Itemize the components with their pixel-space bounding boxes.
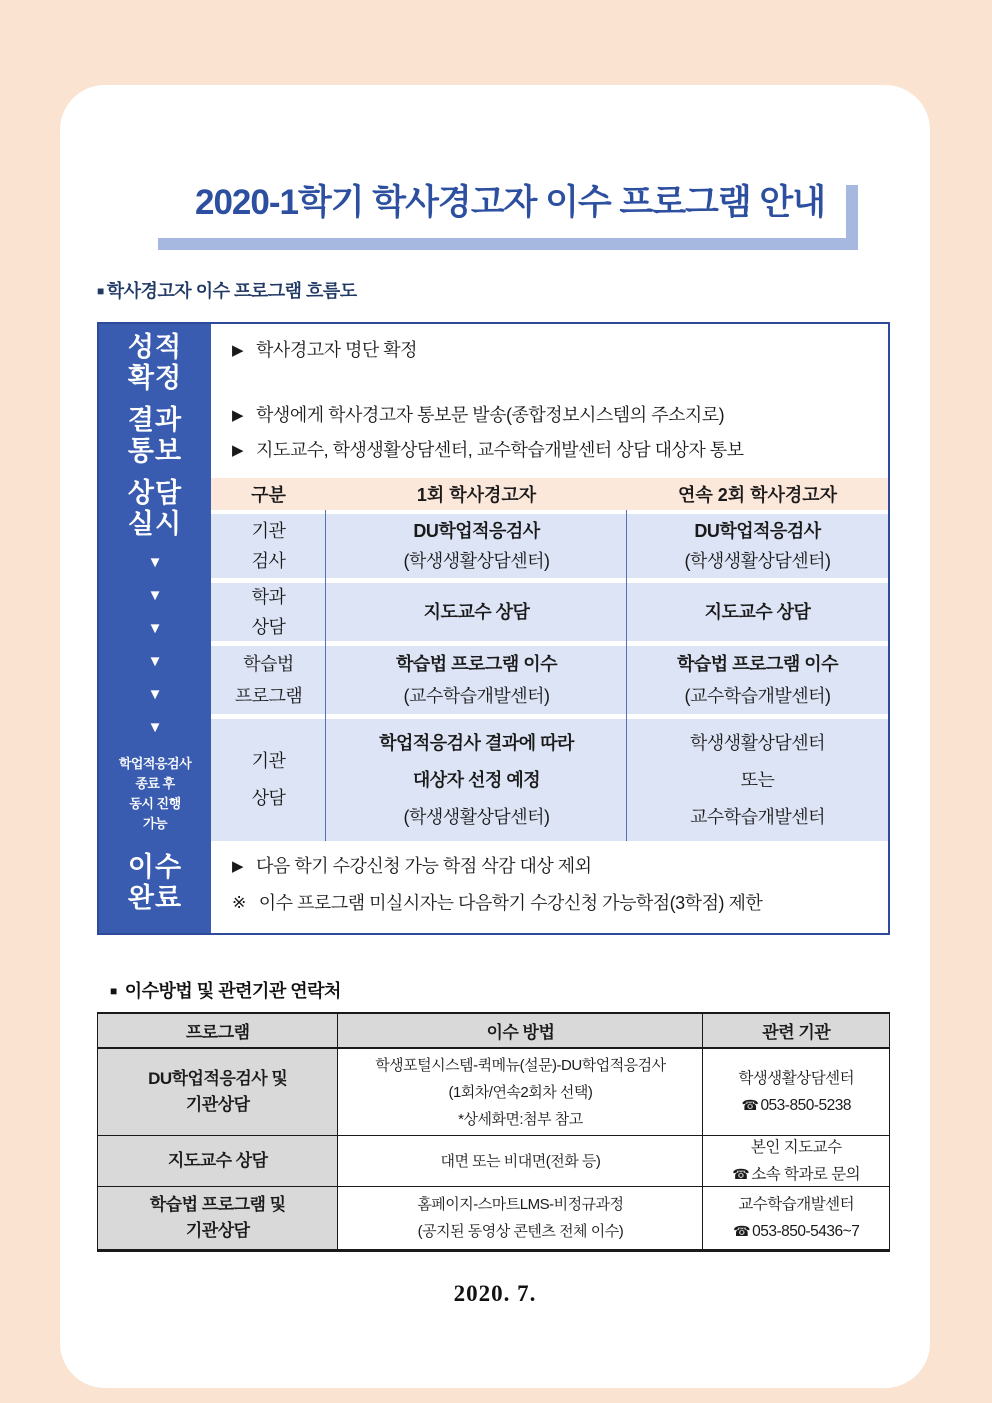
- cell-line: *상세화면:첨부 참고: [458, 1110, 583, 1128]
- program-cell: [98, 1187, 338, 1249]
- cell-line: (1회차/연속2회차 선택): [448, 1083, 593, 1101]
- phone-icon: ☎: [741, 1097, 759, 1113]
- first-warning-cell: [326, 583, 627, 641]
- arrow-bullet-icon: ▶: [232, 442, 244, 459]
- cell-line: 학업적응검사 결과에 따라: [379, 732, 574, 753]
- column-divider: [325, 510, 326, 841]
- counseling-table-header: [211, 478, 888, 510]
- step-text: 학생에게 학사경고자 통보문 발송(종합정보시스템의 주소지로): [256, 405, 725, 425]
- cell-line: 또는: [740, 769, 775, 790]
- arrow-bullet-icon: ▶: [232, 407, 244, 424]
- cell-line: 기관상담: [185, 1095, 250, 1114]
- column-header: 연속 2회 학사경고자: [677, 485, 838, 505]
- cell-line: 학습법 프로그램 이수: [396, 654, 557, 674]
- stage-line: 실시: [127, 509, 183, 539]
- phone-icon: ☎: [733, 1223, 751, 1239]
- cell-line: 지도교수 상담: [423, 602, 530, 622]
- cell-line: 프로그램: [234, 686, 303, 706]
- phone-number: 053-850-5238: [760, 1097, 851, 1114]
- contact-section-heading: [110, 977, 341, 1003]
- content-card: [60, 85, 930, 1388]
- reference-mark-icon: ※: [232, 893, 246, 912]
- down-arrow-icon: ▼: [147, 554, 163, 571]
- title-underline: [158, 238, 858, 250]
- cell-line: [741, 1092, 850, 1119]
- arrow-bullet-icon: ▶: [232, 342, 244, 359]
- cell-line: 검사: [251, 551, 286, 571]
- stage-label-completion: [99, 852, 211, 914]
- first-warning-cell: [326, 646, 627, 714]
- row-label-cell: [211, 583, 326, 641]
- sidebar-note-line: 종료 후: [135, 776, 175, 791]
- table-row: [98, 1049, 889, 1136]
- step-line: [232, 433, 880, 468]
- cell-line: 기관: [251, 521, 286, 541]
- cell-line: (학생생활상담센터): [403, 551, 550, 571]
- stage-line: 확정: [127, 363, 183, 393]
- table-row: [211, 583, 888, 641]
- column-header: 관련 기관: [762, 1023, 831, 1042]
- first-warning-cell: [326, 719, 627, 841]
- flow-table: [97, 322, 890, 935]
- contact-table-header: [98, 1014, 889, 1049]
- table-row: [211, 719, 888, 841]
- row-label-cell: [211, 514, 326, 578]
- phone-number: 053-850-5436~7: [752, 1223, 860, 1240]
- stage-label-grade-confirm: [99, 332, 211, 394]
- cell-line: 지도교수 상담: [167, 1151, 268, 1170]
- program-cell: [98, 1136, 338, 1186]
- square-bullet-icon: ■: [97, 284, 104, 298]
- row-label-cell: [211, 646, 326, 714]
- method-cell: [338, 1049, 703, 1135]
- cell-line: 대상자 선정 예정: [412, 769, 541, 790]
- stage-line: 이수: [127, 852, 183, 882]
- down-arrow-icon: ▼: [147, 686, 163, 703]
- step-text: 지도교수, 학생생활상담센터, 교수학습개발센터 상담 대상자 통보: [256, 440, 744, 460]
- second-warning-cell: [627, 646, 888, 714]
- first-warning-cell: [326, 514, 627, 578]
- cell-line: (학생생활상담센터): [403, 806, 550, 827]
- cell-line: 교수학습개발센터: [738, 1196, 855, 1213]
- completion-line: [232, 848, 880, 885]
- phone-icon: ☎: [732, 1166, 750, 1182]
- sidebar-note-line: 가능: [142, 816, 168, 831]
- cell-line: 학습법: [243, 654, 294, 674]
- step-text: 학사경고자 명단 확정: [256, 340, 418, 360]
- stage-line: 통보: [127, 436, 183, 466]
- cell-line: 상담: [251, 617, 286, 637]
- completion-line: [232, 885, 880, 921]
- cell-line: 대면 또는 비대면(전화 등): [440, 1152, 601, 1170]
- stage-line: 성적: [127, 332, 183, 362]
- column-header: 프로그램: [98, 1014, 338, 1047]
- down-arrow-icon: ▼: [147, 587, 163, 604]
- cell-line: 학생생활상담센터: [689, 732, 826, 753]
- completion-notes: [232, 848, 880, 921]
- table-row: [98, 1136, 889, 1187]
- cell-line: 교수학습개발센터: [689, 806, 826, 827]
- second-warning-cell: [627, 514, 888, 578]
- down-arrow-icon: ▼: [147, 719, 163, 736]
- cell-line: [732, 1161, 860, 1188]
- table-row: [98, 1187, 889, 1249]
- cell-line: (공지된 동영상 콘텐츠 전체 이수): [417, 1223, 624, 1240]
- program-cell: [98, 1049, 338, 1135]
- column-divider: [626, 510, 627, 841]
- stage-line: 상담: [127, 478, 183, 508]
- cell-line: 학습법 프로그램 및: [149, 1195, 286, 1214]
- flow-section-heading: [97, 277, 357, 303]
- contact-section-heading-text: 이수방법 및 관련기관 연락처: [124, 981, 341, 1001]
- flow-arrows: [99, 546, 211, 744]
- footer-date: 2020. 7.: [453, 1281, 537, 1306]
- table-row: [211, 514, 888, 578]
- down-arrow-icon: ▼: [147, 653, 163, 670]
- down-arrow-icon: ▼: [147, 620, 163, 637]
- stage-line: 결과: [127, 405, 183, 435]
- stage-line: 완료: [127, 883, 183, 913]
- method-cell: [338, 1187, 703, 1249]
- completion-text: 다음 학기 수강신청 가능 학점 삭감 대상 제외: [256, 856, 592, 876]
- cell-line: (교수학습개발센터): [684, 686, 831, 706]
- method-cell: [338, 1136, 703, 1186]
- contact-table: [97, 1012, 890, 1252]
- phone-contact: 소속 학과로 문의: [751, 1166, 861, 1183]
- sidebar-note-line: 동시 진행: [129, 796, 181, 811]
- cell-line: [733, 1218, 859, 1245]
- cell-line: 학생생활상담센터: [738, 1070, 855, 1087]
- step-line: [232, 398, 880, 433]
- completion-text: 이수 프로그램 미실시자는 다음학기 수강신청 가능학점(3학점) 제한: [258, 893, 763, 913]
- column-header: 1회 학사경고자: [416, 485, 537, 505]
- cell-line: 기관상담: [185, 1221, 250, 1240]
- column-header: 구분: [251, 485, 286, 505]
- cell-line: 본인 지도교수: [750, 1139, 842, 1156]
- cell-line: (교수학습개발센터): [403, 686, 550, 706]
- second-warning-cell: [627, 719, 888, 841]
- cell-line: 학과: [251, 587, 286, 607]
- cell-line: 지도교수 상담: [704, 602, 811, 622]
- org-cell: [703, 1049, 889, 1135]
- cell-line: (학생생활상담센터): [684, 551, 831, 571]
- arrow-bullet-icon: ▶: [232, 858, 244, 875]
- page-title: 2020-1학기 학사경고자 이수 프로그램 안내: [194, 183, 826, 222]
- table-row: [211, 646, 888, 714]
- second-warning-cell: [627, 583, 888, 641]
- cell-line: DU학업적응검사: [694, 521, 821, 541]
- flow-content: [211, 324, 888, 933]
- cell-line: DU학업적응검사: [413, 521, 540, 541]
- sidebar-note: [99, 754, 211, 834]
- step-result-notice: [232, 398, 880, 468]
- cell-line: 상담: [251, 788, 286, 808]
- org-cell: [703, 1136, 889, 1186]
- cell-line: DU학업적응검사 및: [148, 1069, 288, 1088]
- cell-line: 학생포털시스템-퀵메뉴(설문)-DU학업적응검사: [375, 1056, 666, 1074]
- sidebar-note-line: 학업적응검사: [118, 756, 192, 771]
- cell-line: 홈페이지-스마트LMS-비정규과정: [417, 1196, 624, 1213]
- org-cell: [703, 1187, 889, 1249]
- row-label-cell: [211, 719, 326, 841]
- flow-section-heading-text: 학사경고자 이수 프로그램 흐름도: [106, 281, 357, 301]
- cell-line: 기관: [251, 751, 286, 771]
- cell-line: 학습법 프로그램 이수: [677, 654, 838, 674]
- counseling-table: [211, 478, 888, 846]
- flow-sidebar: [99, 324, 211, 933]
- stage-label-counseling: [99, 478, 211, 540]
- step-grade-confirm: [232, 337, 880, 364]
- square-bullet-icon: ■: [110, 984, 117, 998]
- stage-label-result-notice: [99, 405, 211, 467]
- column-header: 이수 방법: [338, 1014, 703, 1047]
